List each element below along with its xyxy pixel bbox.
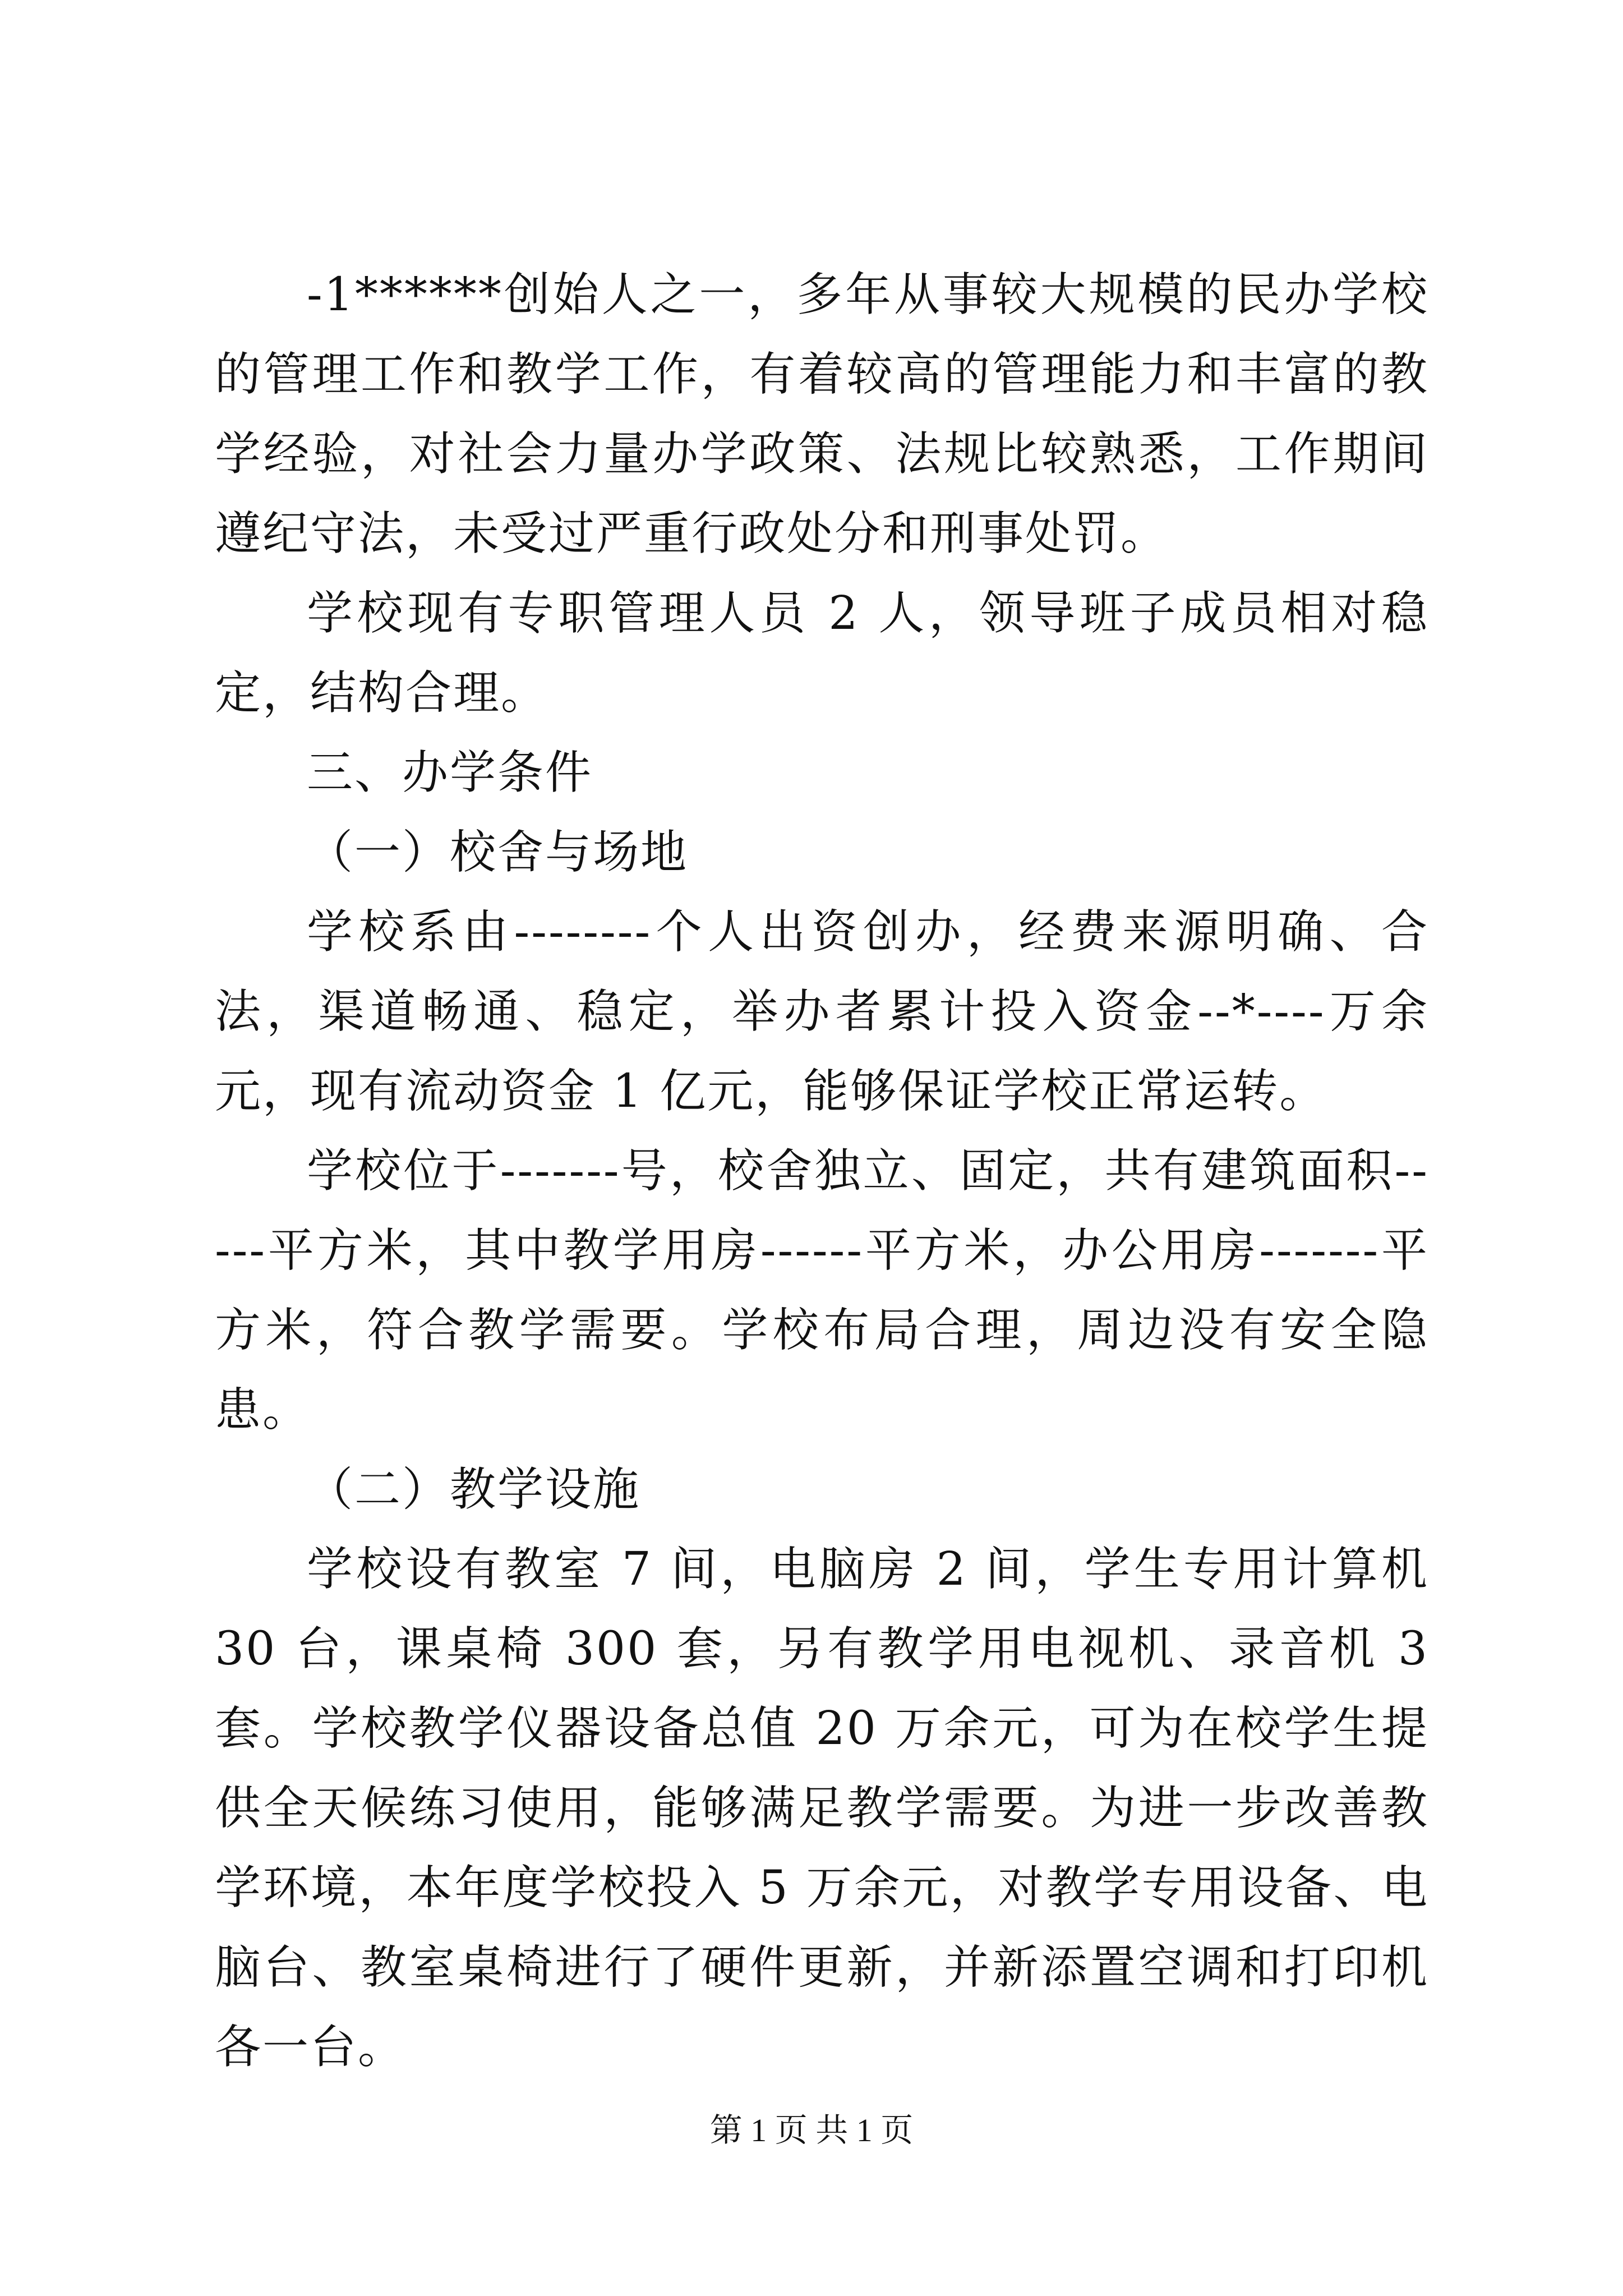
- page-footer: 第 1 页 共 1 页: [709, 2112, 914, 2148]
- subsection-heading-campus: （一）校舍与场地: [307, 826, 689, 879]
- paragraph-founder: -1******创始人之一，多年从事较大规模的民办学校的管理工作和教学工作，有着较高的管理能力和丰富的教学经验，对社会力量办学政策、法规比较熟悉，工作期间遵纪守法，未受过严重行政处分和刑事处罚。: [215, 268, 1429, 560]
- paragraph-funding: 学校系由--------个人出资创办，经费来源明确、合法，渠道畅通、稳定，举办者累计投入资金--*----万余元，现有流动资金 1 亿元，能够保证学校正常运转。: [215, 905, 1429, 1118]
- document-body: [215, 255, 1429, 2087]
- paragraph-management: 学校现有专职管理人员 2 人，领导班子成员相对稳定，结构合理。: [215, 587, 1429, 720]
- paragraph-location: 学校位于-------号，校舍独立、固定，共有建筑面积-----平方米，其中教学用房------平方米，办公用房-------平方米，符合教学需要。学校布局合理，周边没有安全隐患。: [215, 1144, 1429, 1437]
- paragraph-facilities: 学校设有教室 7 间，电脑房 2 间，学生专用计算机 30 台，课桌椅 300 套，另有教学用电视机、录音机 3 套。学校教学仪器设备总值 20 万余元，可为在校学生提供全天候练习使用，能够满足教学需要。为进一步改善教学环境，本年度学校投入 5 万余元，对教学专用设备、电脑台、教室桌椅进行了硬件更新，并新添置空调和打印机各一台。: [215, 1543, 1429, 2074]
- subsection-heading-facilities: （二）教学设施: [307, 1463, 641, 1516]
- section-heading-conditions: 三、办学条件: [307, 746, 593, 799]
